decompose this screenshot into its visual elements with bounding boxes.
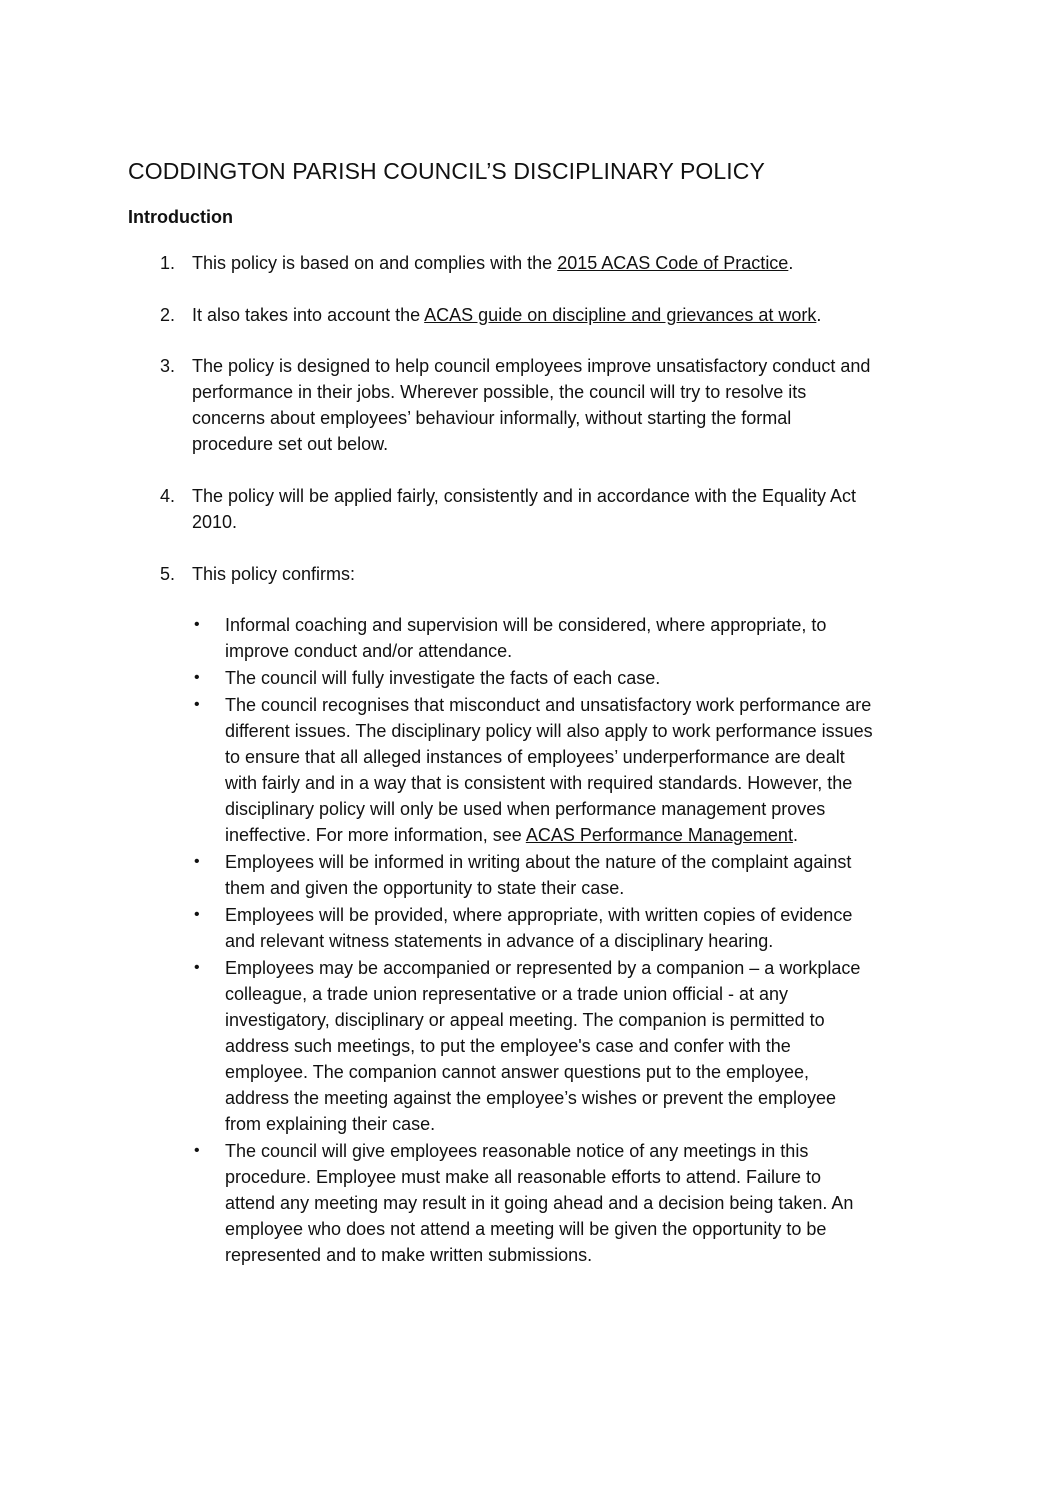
bullet-icon: • <box>194 906 200 923</box>
paragraph-line: The policy will be applied fairly, consistently and in accordance with the Equality Act <box>192 486 857 506</box>
list-item-line: Employees may be accompanied or represented by a companion – a workplace <box>225 958 861 978</box>
list-item-line: Employees will be provided, where appropriate, with written copies of evidence <box>225 905 853 925</box>
paragraph-text-after: . <box>816 305 822 325</box>
list-item-line: Employees will be informed in writing about the nature of the complaint against <box>225 852 852 872</box>
page-title: CODDINGTON PARISH COUNCIL’S DISCIPLINARY POLICY <box>128 158 765 184</box>
list-item-line: employee. The companion cannot answer questions put to the employee, <box>225 1062 810 1082</box>
bullet-icon: • <box>194 1142 200 1159</box>
bullet-icon: • <box>194 853 200 870</box>
paragraph-number: 3. <box>160 356 176 376</box>
list-item-line: address the meeting against the employee’s wishes or prevent the employee <box>225 1088 837 1108</box>
list-item-line: procedure. Employee must make all reasonable efforts to attend. Failure to <box>225 1167 821 1187</box>
paragraph-line: performance in their jobs. Wherever possible, the council will try to resolve its <box>192 382 807 402</box>
list-item <box>192 849 952 901</box>
paragraph-text <box>192 353 942 457</box>
list-item-text-after: . <box>792 825 798 845</box>
list-item-line: to ensure that all alleged instances of employees’ underperformance are dealt <box>225 747 845 767</box>
list-item-line: attend any meeting may result in it going ahead and a decision being taken. An <box>225 1193 854 1213</box>
list-item-line: them and given the opportunity to state their case. <box>225 878 625 898</box>
list-item-line: disciplinary policy will only be used when performance management proves <box>225 799 826 819</box>
list-item-line <box>225 822 952 848</box>
paragraph-line: The policy is designed to help council employees improve unsatisfactory conduct and <box>192 356 871 376</box>
list-item-line: investigatory, disciplinary or appeal meeting. The companion is permitted to <box>225 1010 825 1030</box>
list-item-line: from explaining their case. <box>225 1114 436 1134</box>
list-item-text-before: ineffective. For more information, see <box>225 825 526 845</box>
list-item <box>192 902 952 954</box>
paragraph-number: 1. <box>160 253 176 273</box>
paragraph-text-after: . <box>788 253 794 273</box>
paragraph-number: 5. <box>160 564 176 584</box>
list-item-line: colleague, a trade union representative or a trade union official - at any <box>225 984 789 1004</box>
list-item-line: The council will give employees reasonable notice of any meetings in this <box>225 1141 809 1161</box>
bullet-icon: • <box>194 959 200 976</box>
list-item <box>192 692 952 848</box>
list-item <box>192 665 952 691</box>
bullet-icon: • <box>194 669 200 686</box>
section-heading-introduction: Introduction <box>128 207 233 227</box>
bullet-icon: • <box>194 696 200 713</box>
list-item-line: The council will fully investigate the facts of each case. <box>225 668 661 688</box>
paragraph-line: 2010. <box>192 512 238 532</box>
list-item <box>192 1138 952 1268</box>
paragraph-number: 4. <box>160 486 176 506</box>
acas-guide-discipline-grievances-link[interactable]: ACAS guide on discipline and grievances at work <box>424 305 817 325</box>
list-item-line: and relevant witness statements in advance of a disciplinary hearing. <box>225 931 774 951</box>
list-item-line: represented and to make written submissions. <box>225 1245 593 1265</box>
paragraph-line: procedure set out below. <box>192 434 389 454</box>
paragraph-text <box>192 483 942 535</box>
bullet-icon: • <box>194 616 200 633</box>
list-item <box>192 955 952 1137</box>
list-item-line: Informal coaching and supervision will be considered, where appropriate, to <box>225 615 827 635</box>
list-item-line: with fairly and in a way that is consistent with required standards. However, the <box>225 773 853 793</box>
list-item-line: improve conduct and/or attendance. <box>225 641 513 661</box>
acas-performance-management-link[interactable]: ACAS Performance Management <box>525 825 793 845</box>
paragraph-text-before: It also takes into account the <box>192 305 425 325</box>
list-item-line: different issues. The disciplinary policy will also apply to work performance issues <box>225 721 873 741</box>
paragraph-text <box>192 250 942 276</box>
acas-code-of-practice-link[interactable]: 2015 ACAS Code of Practice <box>557 253 789 273</box>
paragraph-text <box>192 302 942 328</box>
paragraph-line: concerns about employees’ behaviour informally, without starting the formal <box>192 408 792 428</box>
policy-confirmations-list <box>192 612 952 1269</box>
list-item-line: The council recognises that misconduct and unsatisfactory work performance are <box>225 695 872 715</box>
paragraph-number: 2. <box>160 305 176 325</box>
paragraph-text: This policy confirms: <box>192 564 356 584</box>
paragraph-text-before: This policy is based on and complies with the <box>192 253 558 273</box>
list-item-line: employee who does not attend a meeting will be given the opportunity to be <box>225 1219 827 1239</box>
list-item-line: address such meetings, to put the employee's case and confer with the <box>225 1036 791 1056</box>
list-item <box>192 612 952 664</box>
